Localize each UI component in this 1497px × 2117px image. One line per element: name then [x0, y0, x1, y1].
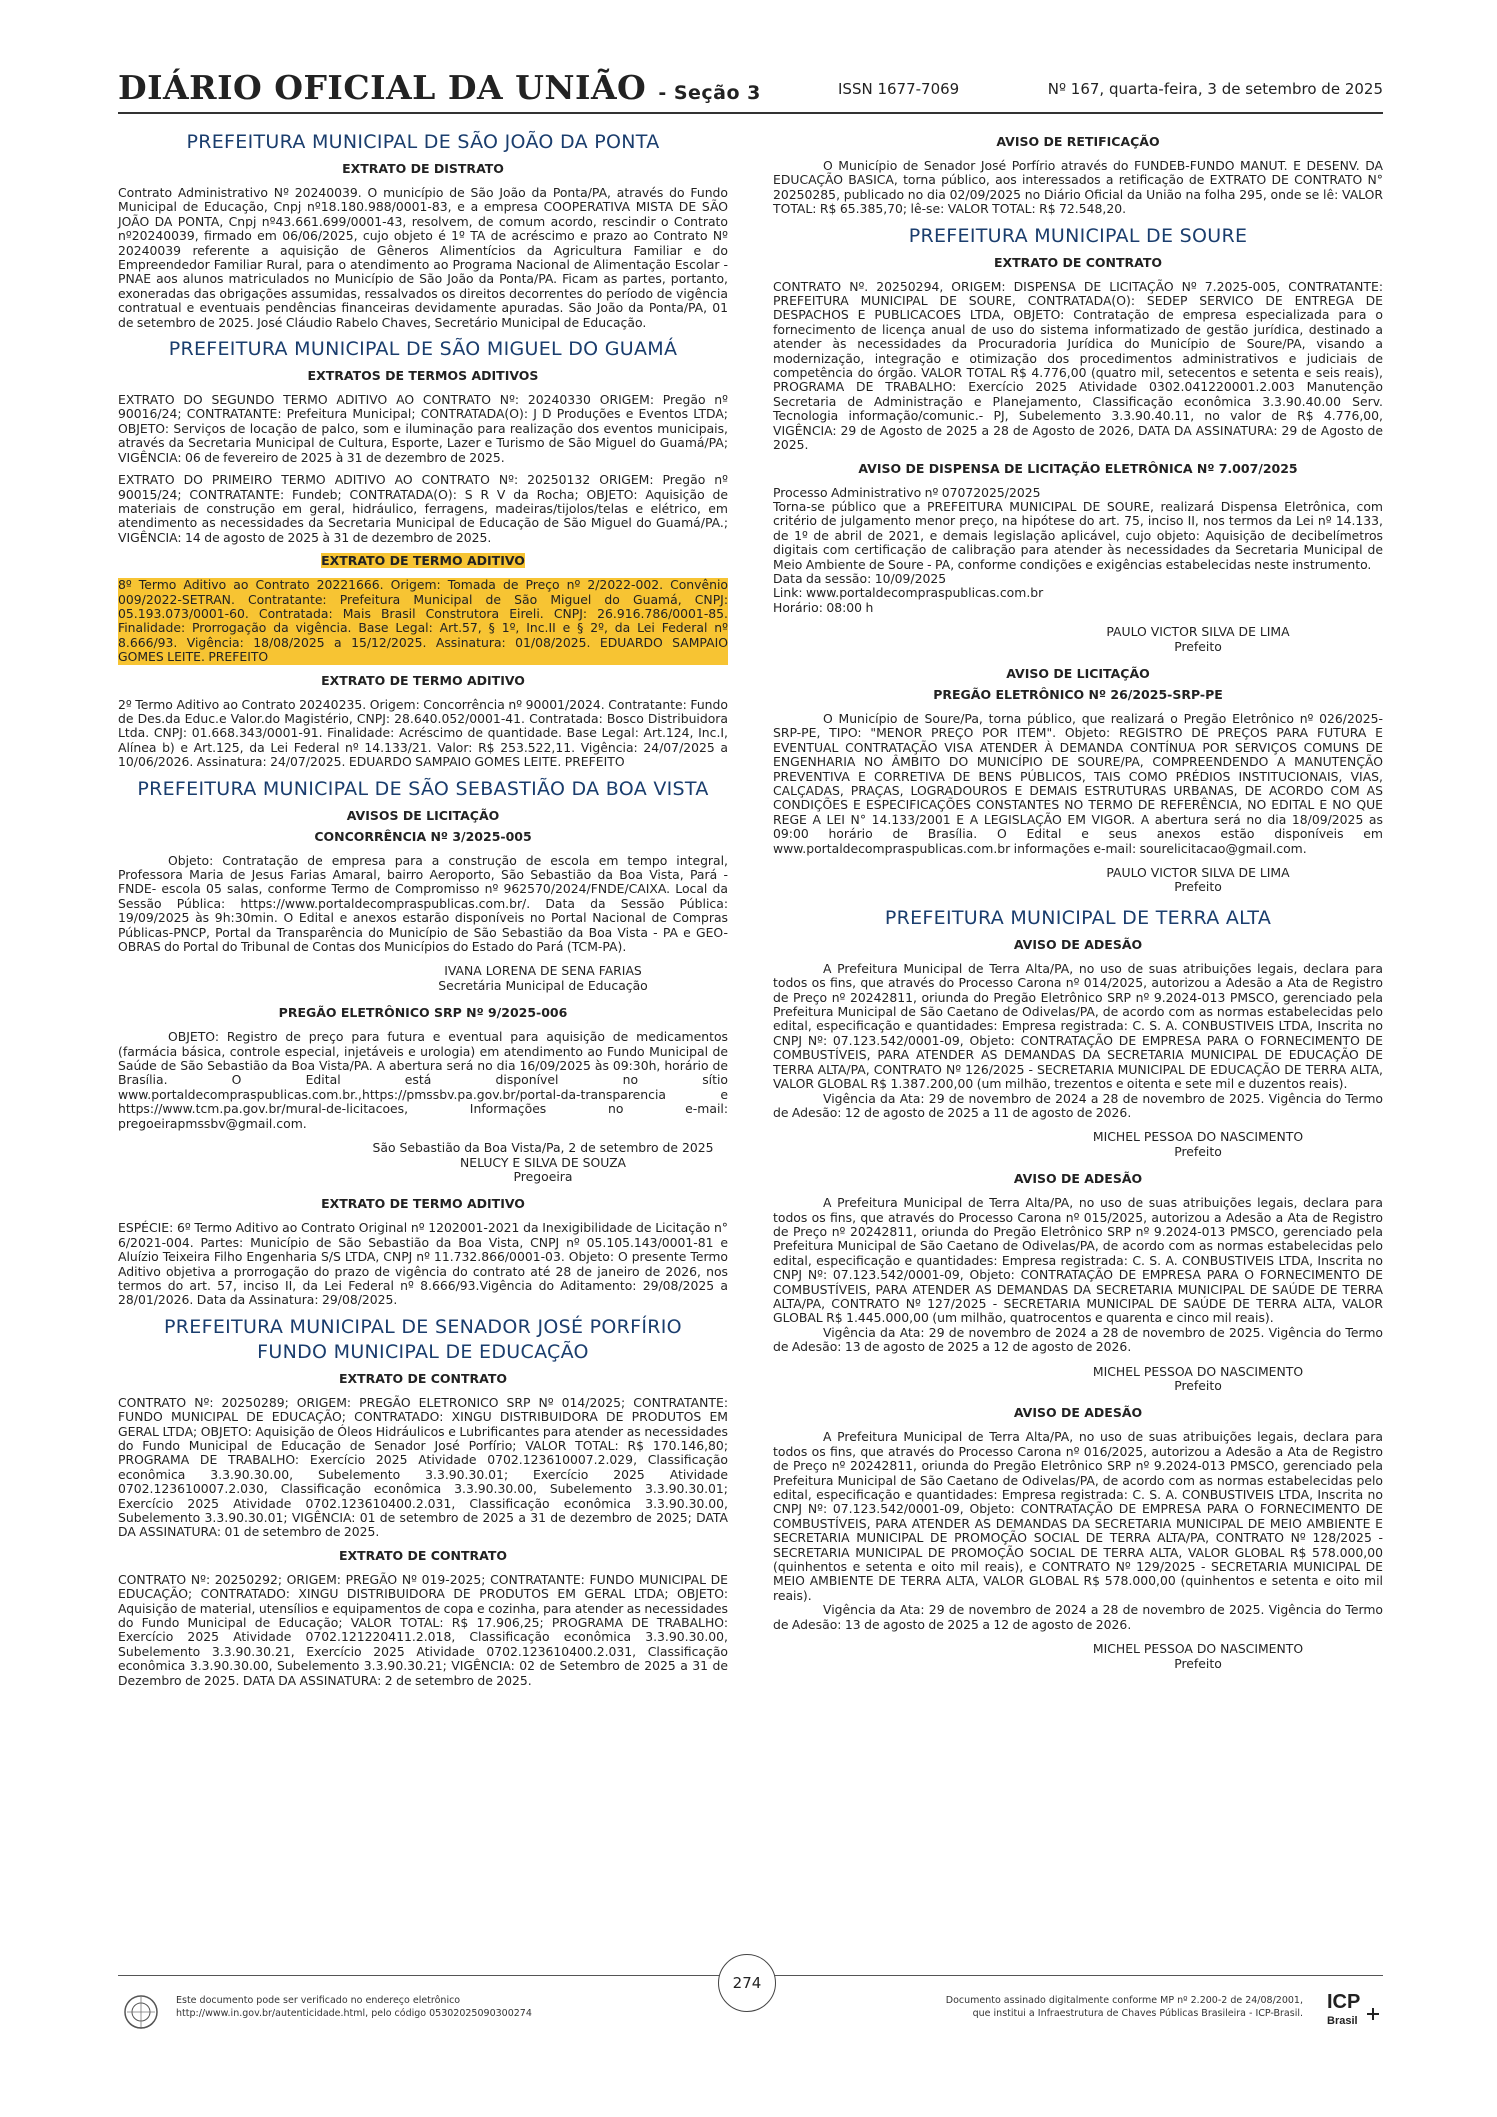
svg-text:ICP: ICP	[1327, 1991, 1361, 2013]
section-heading: CONCORRÊNCIA Nº 3/2025-005	[314, 828, 532, 844]
signature	[1013, 625, 1383, 654]
right-column	[773, 128, 1383, 1683]
section-heading: EXTRATO DE CONTRATO	[993, 254, 1163, 270]
section-heading: AVISO DE ADESÃO	[1013, 1405, 1143, 1421]
paragraph: Contrato Administrativo Nº 20240039. O município de São João da Ponta/PA, através do Fundo Municipal de Educação, Cnpj nº18.180.988/0001-83, e a empresa COOPERATIVA MISTA DE SÃO JOÃO DA PONTA, Cnpj nº43.661.699/0001-43, resolvem, de comum acordo, rescindir o Contrato nº20240039, firmado em 06/06/2025, cujo objeto é 1º TA de acréscimo e prazo ao Contrato Nº 20240039 referente a aquisição de Gêneros Alimentícios da Agricultura Familiar e do Empreendedor Familiar Rural, para o atendimento ao Programa Nacional de Alimentação Escolar - PNAE aos alunos matriculados no Município de São João da Ponta/PA. Ficam as partes, portanto, exoneradas das obrigações assumidas, ressalvados os direitos decorrentes do período de vigência contratual e eventuais pendências financeiras devidamente apuradas. São João da Ponta/PA, 01 de setembro de 2025. José Cláudio Rabelo Chaves, Secretário Municipal de Educação.	[118, 185, 728, 330]
highlighted-heading	[118, 553, 728, 568]
signature-place-date: São Sebastião da Boa Vista/Pa, 2 de setembro de 2025	[372, 1140, 714, 1156]
section-subtitle: FUNDO MUNICIPAL DE EDUCAÇÃO	[257, 1340, 589, 1363]
signature-note-line: que institui a Infraestrutura de Chaves Públicas Brasileira - ICP-Brasil.	[972, 2008, 1303, 2019]
issue-info: Nº 167, quarta-feira, 3 de setembro de 2025	[1047, 80, 1383, 98]
paragraph: EXTRATO DO PRIMEIRO TERMO ADITIVO AO CONTRATO Nº: 20250132 ORIGEM: Pregão nº 90015/24; CONTRATANTE: Fundeb; CONTRATADA(O): S R V da Rocha; OBJETO: Aquisição de materiais de construção em geral, hidráulico, ferragens, madeiras/tijolos/telas e elétrico, em atendimento as necessidades da Secretaria Municipal de Educação de São Miguel do Guamá/PA.; VIGÊNCIA: 14 de agosto de 2025 à 31 de dezembro de 2025.	[118, 472, 728, 545]
section-heading: EXTRATO DE CONTRATO	[338, 1547, 508, 1563]
highlighted-heading-text: EXTRATO DE TERMO ADITIVO	[321, 553, 525, 569]
section-title: PREFEITURA MUNICIPAL DE SÃO MIGUEL DO GUAMÁ	[168, 338, 678, 361]
signature	[358, 1141, 728, 1184]
paragraph: Vigência da Ata: 29 de novembro de 2024 a 28 de novembro de 2025. Vigência do Termo de Adesão: 13 de agosto de 2025 a 12 de agosto de 2026.	[773, 1324, 1383, 1355]
signature-role: Prefeito	[1174, 638, 1222, 654]
signature-name: IVANA LORENA DE SENA FARIAS	[444, 963, 642, 979]
signature-role: Pregoeira	[513, 1168, 573, 1184]
verification-link[interactable]: http://www.in.gov.br/autenticidade.html, pelo código 05302025090300274	[176, 2008, 532, 2019]
masthead-section: - Seção 3	[658, 82, 761, 104]
paragraph: EXTRATO DO SEGUNDO TERMO ADITIVO AO CONTRATO Nº: 20240330 ORIGEM: Pregão nº 90016/24; CONTRATANTE: Prefeitura Municipal; CONTRATADA(O): J D Produções e Eventos LTDA; OBJETO: Serviços de locação de palco, som e iluminação para realização dos eventos municipais, através da Secretaria Municipal de Cultura, Esporte, Lazer e Turismo de São Miguel do Guamá/PA; VIGÊNCIA: 06 de fevereiro de 2025 à 31 de dezembro de 2025.	[118, 392, 728, 465]
paragraph: Horário: 08:00 h	[773, 599, 874, 615]
signature-role: Secretária Municipal de Educação	[438, 977, 648, 993]
page-footer	[118, 1975, 1383, 2046]
signature-note-line: Documento assinado digitalmente conforme MP nº 2.200-2 de 24/08/2001,	[945, 1995, 1303, 2006]
signature	[1013, 1642, 1383, 1671]
link-line: Link: www.portaldecompraspublicas.com.br	[773, 585, 1044, 601]
highlighted-paragraph: 8º Termo Aditivo ao Contrato 20221666. Origem: Tomada de Preço nº 2/2022-002. Convênio 009/2022-SETRAN. Contratante: Prefeitura Municipal de São Miguel do Guamá, CNPJ: 05.193.073/0001-60. Contratada: Mais Brasil Construtora Eireli. CNPJ: 26.916.786/0001-85. Finalidade: Prorrogação da vigência. Base Legal: Art.57, § 1º, Inc.II e § 2º, da Lei Federal nº 8.666/93. Vigência: 18/08/2025 a 15/12/2025. Assinatura: 01/08/2025. EDUARDO SAMPAIO GOMES LEITE. PREFEITO	[118, 577, 728, 665]
section-heading: EXTRATOS DE TERMOS ADITIVOS	[307, 368, 539, 384]
paragraph: Processo Administrativo nº 07072025/2025	[773, 484, 1041, 500]
paragraph: Vigência da Ata: 29 de novembro de 2024 a 28 de novembro de 2025. Vigência do Termo de Adesão: 12 de agosto de 2025 a 11 de agosto de 2026.	[773, 1090, 1383, 1120]
signature	[1013, 866, 1383, 895]
section-heading: AVISO DE LICITAÇÃO	[1006, 665, 1150, 681]
page-number: 274	[718, 1954, 776, 2012]
paragraph: Torna-se público que a PREFEITURA MUNICIPAL DE SOURE, realizará Dispensa Eletrônica, com critério de julgamento menor preço, na hipótese do art. 75, inciso II, nos termos da Lei nº 14.133, de 1º de abril de 2021, e demais legislação aplicável, cujo objeto: Aquisição de decibelímetros digitais com certificação de calibração para atender às necessidades da Secretaria Municipal de Meio Ambiente de Soure - PA, conforme condições e exigências estabelecidas neste instrumento.	[773, 498, 1383, 572]
page-header	[118, 64, 1383, 114]
section-title: PREFEITURA MUNICIPAL DE SÃO JOÃO DA PONTA	[186, 131, 660, 153]
section-heading: AVISOS DE LICITAÇÃO	[346, 807, 500, 823]
section-heading: EXTRATO DE DISTRATO	[342, 161, 504, 176]
verification-line: Este documento pode ser verificado no endereço eletrônico	[176, 1995, 461, 2006]
section-heading: AVISO DE RETIFICAÇÃO	[996, 134, 1160, 149]
paragraph: CONTRATO Nº. 20250294, ORIGEM: DISPENSA DE LICITAÇÃO Nº 7.2025-005, CONTRATANTE: PREFEITURA MUNICIPAL DE SOURE, CONTRATADA(O): SEDEP SERVICO DE ENTREGA DE DESPACHOS E PUBLICACOES LTDA, OBJETO: Contratação de empresa especializada para o fornecimento de licença anual de uso do sistema informatizado de gestão jurídica, destinado a atender às necessidades da Procuradoria Jurídica do Município de Soure/PA, visando a modernização, integração e otimização dos procedimentos administrativos e judiciais de competência do órgão. VALOR TOTAL R$ 4.776,00 (quatro mil, setecentos e setenta e seis reais), PROGRAMA DE TRABALHO: Exercício 2025 Atividade 0302.041220001.2.003 Manutenção Secretaria de Administração e Planejamento, Classificação econômica 3.3.90.40.00 Serv. Tecnologia informação/comunic.- PJ, Subelemento 3.3.90.40.11, no valor de R$ 4.776,00, VIGÊNCIA: 29 de Agosto de 2025 a 28 de Agosto de 2026, DATA DA ASSINATURA: 29 de Agosto de 2025.	[773, 278, 1383, 453]
paragraph: OBJETO: Registro de preço para futura e eventual para aquisição de medicamentos (farmácia básica, controle especial, injetáveis e urologia) em atendimento ao Fundo Municipal de Saúde de São Sebastião da Boa Vista/PA. A abertura será no dia 16/09/2025 às 09:30h, horário de Brasília. O Edital está disponível no sítio www.portaldecompraspublicas.com.br.,https://pmssbv.pa.gov.br/portal-da-transparencia e https://www.tcm.pa.gov.br/mural-de-licitacoes, Informações no e-mail: pregoeirapmssbv@gmail.com.	[118, 1029, 728, 1131]
paragraph: 2º Termo Aditivo ao Contrato 20240235. Origem: Concorrência nº 90001/2024. Contratante: Fundo de Des.da Educ.e Valor.do Magistério, CNPJ: 28.640.052/0001-41. Contratada: Bosco Distribuidora Ltda. CNPJ: 01.668.343/0001-91. Finalidade: Acréscimo de quantidade. Base Legal: Art.124, Inc.I, Alínea b) e Art.125, da Lei Federal nº 14.133/21. Valor: R$ 253.522,11. Vigência: 24/07/2025 a 10/06/2026. Assinatura: 24/07/2025. EDUARDO SAMPAIO GOMES LEITE. PREFEITO	[118, 696, 728, 770]
coat-of-arms-icon	[122, 1992, 160, 2032]
masthead-title: DIÁRIO OFICIAL DA UNIÃO	[118, 68, 647, 107]
signature-role: Prefeito	[1174, 1655, 1222, 1671]
paragraph: A Prefeitura Municipal de Terra Alta/PA, no uso de suas atribuições legais, declara para todos os fins, que através do Processo Carona nº 015/2025, autorizou a Adesão a Ata de Registro de Preço nº 20242811, oriunda do Pregão Eletrônico SRP nº 9.2024-013 PMSCO, gerenciado pela Prefeitura Municipal de São Caetano de Odivelas/PA, de acordo com as normas estabelecidas pelo edital, especificação e quantidades: Empresa registrada: C. S. A. CONBUSTIVEIS LTDA, Inscrita no CNPJ Nº: 07.123.542/0001-09, Objeto: CONTRATAÇÃO DE EMPRESA PARA O FORNECIMENTO DE COMBUSTÍVEIS, PARA ATENDER AS DEMANDAS DA SECRETARIA MUNICIPAL DE SAÚDE DE TERRA ALTA/PA, CONTRATO Nº 127/2025 - SECRETARIA MUNICIPAL DE SAÚDE DE TERRA ALTA, VALOR GLOBAL R$ 1.445.000,00 (um milhão, quatrocentos e quarenta e cinco mil reais).	[773, 1195, 1383, 1326]
paragraph: O Município de Senador José Porfírio através do FUNDEB-FUNDO MANUT. E DESENV. DA EDUCAÇÃO BASICA, torna público, aos interessados a retificação de EXTRATO DE CONTRATO N° 20250285, publicado no dia 02/09/2025 no Diário Oficial da União na folha 295, onde se lê: VALOR TOTAL: R$ 65.385,70; lê-se: VALOR TOTAL: R$ 72.548,20.	[773, 158, 1383, 217]
signature	[1013, 1130, 1383, 1159]
signature-name: MICHEL PESSOA DO NASCIMENTO	[1092, 1129, 1304, 1145]
section-title: PREFEITURA MUNICIPAL DE TERRA ALTA	[884, 906, 1272, 929]
signature-name: MICHEL PESSOA DO NASCIMENTO	[1092, 1641, 1304, 1657]
section-heading: AVISO DE ADESÃO	[1013, 1171, 1143, 1187]
section-title: PREFEITURA MUNICIPAL DE SOURE	[908, 224, 1248, 247]
signature-role: Prefeito	[1174, 1378, 1222, 1393]
section-heading: EXTRATO DE TERMO ADITIVO	[321, 1196, 525, 1212]
section-heading: PREGÃO ELETRÔNICO SRP Nº 9/2025-006	[278, 1005, 568, 1021]
left-column	[118, 128, 728, 1696]
signature-name: NELUCY E SILVA DE SOUZA	[459, 1154, 627, 1170]
section-heading: AVISO DE DISPENSA DE LICITAÇÃO ELETRÔNICA Nº 7.007/2025	[858, 460, 1298, 476]
issn: ISSN 1677-7069	[838, 80, 960, 98]
signature-name: MICHEL PESSOA DO NASCIMENTO	[1092, 1363, 1304, 1379]
paragraph: A Prefeitura Municipal de Terra Alta/PA, no uso de suas atribuições legais, declara para todos os fins, que através do Processo Carona nº 016/2025, autorizou a Adesão a Ata de Registro de Preço nº 20242811, oriunda do Pregão Eletrônico SRP nº 9.2024-013 PMSCO, gerenciado pela Prefeitura Municipal de São Caetano de Odivelas/PA, de acordo com as normas estabelecidas pelo edital, especificação e quantidades: Empresa registrada: C. S. A. CONBUSTIVEIS LTDA, Inscrita no CNPJ Nº: 07.123.542/0001-09, Objeto: CONTRATAÇÃO DE EMPRESA PARA O FORNECIMENTO DE COMBUSTÍVEIS, PARA ATENDER AS DEMANDAS DA SECRETARIA MUNICIPAL DE MEIO AMBIENTE E SECRETARIA MUNICIPAL DE PROMOÇÃO SOCIAL DE TERRA ALTA/PA, CONTRATO Nº 128/2025 - SECRETARIA MUNICIPAL DE PROMOÇÃO SOCIAL DE TERRA ALTA, VALOR GLOBAL R$ 578.000,00 (quinhentos e setenta e oito mil reais), e CONTRATO Nº 129/2025 - SECRETARIA MUNICIPAL DE MEIO AMBIENTE DE TERRA ALTA, VALOR GLOBAL R$ 578.000,00 (quinhentos e setenta e oito mil reais).	[773, 1429, 1383, 1603]
masthead	[118, 68, 761, 107]
section-heading: EXTRATO DE CONTRATO	[338, 1370, 508, 1386]
paragraph: O Município de Soure/Pa, torna público, que realizará o Pregão Eletrônico nº 026/2025-SRP-PE, TIPO: "MENOR PREÇO POR ITEM". Objeto: REGISTRO DE PREÇOS PARA FUTURA E EVENTUAL CONTRATAÇÃO VISA ATENDER À DEMANDA CONTÍNUA POR SERVIÇOS COMUNS DE ENGENHARIA NO ÂMBITO DO MUNICÍPIO DE SOURE/PA, COMPREENDENDO A MANUTENÇÃO PREVENTIVA E CORRETIVA DE BENS PÚBLICOS, TAIS COMO PRÉDIOS INSTITUCIONAIS, VIAS, CALÇADAS, PRAÇAS, LOGRADOUROS E DEMAIS ESTRUTURAS URBANAS, DE ACORDO COM AS CONDIÇÕES E ESPECIFICAÇÕES CONSTANTES NO TERMO DE REFERÊNCIA, NO EDITAL E NO QUE REGE A LEI N° 14.133/2001 E A LEGISLAÇÃO EM VIGOR. A abertura será no dia 18/09/2025 as 09:00 horário de Brasília. O Edital e seus anexos estão disponíveis em www.portaldecompraspublicas.com.br informações e-mail: sourelicitacao@gmail.com.	[773, 710, 1383, 856]
section-title: PREFEITURA MUNICIPAL DE SENADOR JOSÉ PORFÍRIO	[164, 1315, 682, 1338]
paragraph: CONTRATO Nº: 20250289; ORIGEM: PREGÃO ELETRONICO SRP Nº 014/2025; CONTRATANTE: FUNDO MUNICIPAL DE EDUCAÇÃO; CONTRATADO: XINGU DISTRIBUIDORA DE PRODUTOS EM GERAL LTDA; OBJETO: Aquisição de Óleos Hidráulicos e Lubrificantes para atender as necessidades do Fundo Municipal de Educação de Senador José Porfírio; VALOR TOTAL: R$ 170.146,80; PROGRAMA DE TRABALHO: Exercício 2025 Atividade 0702.123610007.2.029, Classificação econômica 3.3.90.30.00, Subelemento 3.3.90.30.01; Exercício 2025 Atividade 0702.123610007.2.030, Classificação econômica 3.3.90.30.00, Subelemento 3.3.90.30.01; Exercício 2025 Atividade 0702.123610400.2.031, Classificação econômica 3.3.90.30.00, Subelemento 3.3.90.30.01; VIGÊNCIA: 01 de setembro de 2025 a 31 de dezembro de 2025; DATA DA ASSINATURA: 01 de setembro de 2025.	[118, 1394, 728, 1540]
icp-brasil-logo-icon	[1323, 1986, 1383, 2030]
signature-note	[946, 1994, 1303, 2020]
section-title: PREFEITURA MUNICIPAL DE SÃO SEBASTIÃO DA BOA VISTA	[137, 777, 709, 800]
paragraph: Data da sessão: 10/09/2025	[773, 570, 947, 586]
paragraph: ESPÉCIE: 6º Termo Aditivo ao Contrato Original nº 1202001-2021 da Inexigibilidade de Licitação n° 6/2021-004. Partes: Município de São Sebastião da Boa Vista, CNPJ nº 05.105.143/0001-81 e Aluízio Teixeira Filho Engenharia S/S LTDA, CNPJ nº 11.732.866/0001-03. Objeto: O presente Termo Aditivo objetiva a prorrogação do prazo de vigência do contrato até 28 de janeiro de 2026, nos termos do art. 57, inciso II, da Lei Federal nº 8.666/93.Vigência do Aditamento: 29/08/2025 a 28/01/2026. Data da Assinatura: 29/08/2025.	[118, 1220, 728, 1308]
signature	[1013, 1365, 1383, 1394]
signature-role: Prefeito	[1174, 1143, 1222, 1159]
verification-note	[176, 1994, 532, 2020]
svg-text:Brasil: Brasil	[1327, 2015, 1358, 2027]
paragraph: Vigência da Ata: 29 de novembro de 2024 a 28 de novembro de 2025. Vigência do Termo de Adesão: 13 de agosto de 2025 a 12 de agosto de 2026.	[773, 1602, 1383, 1632]
signature-role: Prefeito	[1174, 879, 1222, 895]
paragraph: A Prefeitura Municipal de Terra Alta/PA, no uso de suas atribuições legais, declara para todos os fins, que através do Processo Carona nº 014/2025, autorizou a Adesão a Ata de Registro de Preço nº 20242811, oriunda do Pregão Eletrônico SRP nº 9.2024-013 PMSCO, gerenciado pela Prefeitura Municipal de São Caetano de Odivelas/PA, de acordo com as normas estabelecidas pelo edital, especificação e quantidades: Empresa registrada: C. S. A. CONBUSTIVEIS LTDA, Inscrita no CNPJ Nº: 07.123.542/0001-09, Objeto: CONTRATAÇÃO DE EMPRESA PARA O FORNECIMENTO DE COMBUSTÍVEIS, PARA ATENDER AS DEMANDAS DA SECRETARIA MUNICIPAL DE EDUCAÇÃO DE TERRA ALTA/PA, CONTRATO Nº 126/2025 - SECRETARIA MUNICIPAL DE EDUCAÇÃO DE TERRA ALTA, VALOR GLOBAL R$ 1.387.200,00 (um milhão, trezentos e oitenta e sete mil e duzentos reais).	[773, 960, 1383, 1092]
section-heading: EXTRATO DE TERMO ADITIVO	[321, 672, 525, 688]
signature-name: PAULO VICTOR SILVA DE LIMA	[1106, 624, 1290, 640]
section-heading: PREGÃO ELETRÔNICO Nº 26/2025-SRP-PE	[933, 686, 1223, 702]
paragraph: Objeto: Contratação de empresa para a construção de escola em tempo integral, Professora Maria de Jesus Farias Amaral, bairro Aeroporto, São Sebastião da Boa Vista, Pará - FNDE- escola 05 salas, conforme Termo de Compromisso nº 962570/2024/FNDE/CAIXA. Local da Sessão Pública: https://www.portaldecompraspublicas.com.br/. Data da Sessão Pública: 19/09/2025 às 9h:30min. O Edital e anexos estarão disponíveis no Portal Nacional de Compras Públicas-PNCP, Portal da Transparência do Município de São Sebastião da Boa Vista - PA e GEO-OBRAS do Portal do Tribunal de Contas dos Municípios do Estado do Pará (TCM-PA).	[118, 852, 728, 955]
paragraph: CONTRATO Nº: 20250292; ORIGEM: PREGÃO Nº 019-2025; CONTRATANTE: FUNDO MUNICIPAL DE EDUCAÇÃO; CONTRATADO: XINGU DISTRIBUIDORA DE PRODUTOS EM GERAL LTDA; OBJETO: Aquisição de material, utensílios e equipamentos de copa e cozinha, para atender as necessidades do Fundo Municipal de Educação; VALOR TOTAL: R$ 17.906,25; PROGRAMA DE TRABALHO: Exercício 2025 Atividade 0702.121220411.2.018, Classificação econômica 3.3.90.30.00, Subelemento 3.3.90.30.21, Exercício 2025 Atividade 0702.123610400.2.031, Classificação econômica 3.3.90.30.00, Subelemento 3.3.90.30.21; VIGÊNCIA: 02 de Setembro de 2025 a 31 de Dezembro de 2025. DATA DA ASSINATURA: 2 de setembro de 2025.	[118, 1571, 728, 1688]
section-heading: AVISO DE ADESÃO	[1013, 936, 1143, 952]
signature-name: PAULO VICTOR SILVA DE LIMA	[1106, 865, 1290, 881]
signature	[358, 964, 728, 993]
